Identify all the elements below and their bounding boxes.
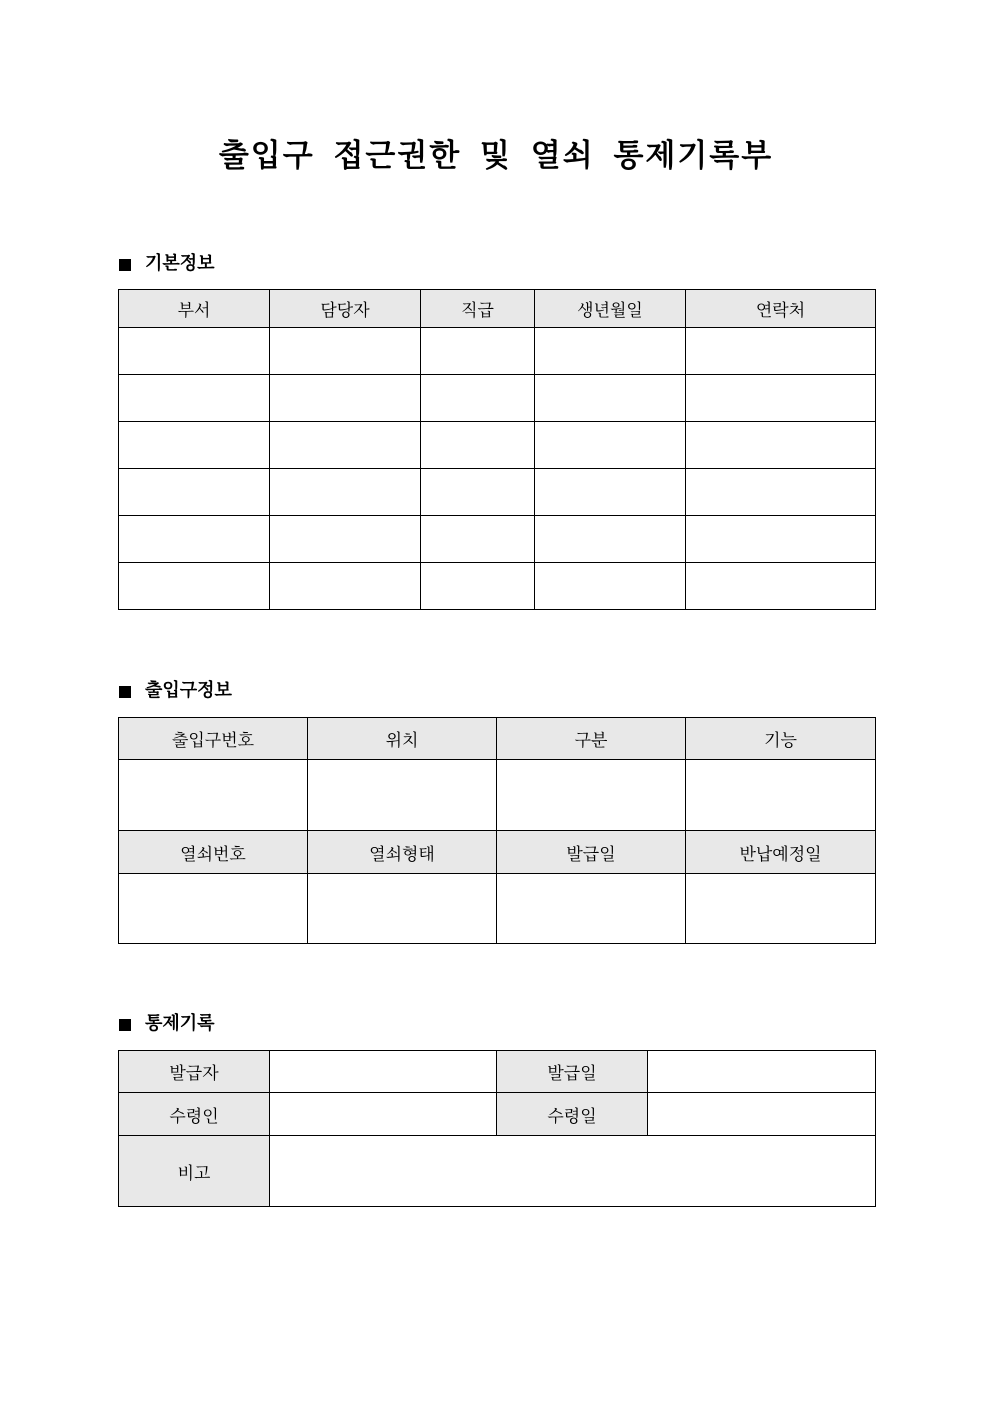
square-bullet-icon [119,686,131,698]
table-row [119,563,876,610]
basic-info-table [118,289,876,610]
header-issue-date: 발급일 [497,831,686,874]
header-key-number: 열쇠번호 [119,831,308,874]
header-birthdate: 생년월일 [535,290,686,328]
table-cell[interactable] [421,516,535,563]
table-cell[interactable] [119,328,270,375]
table-cell[interactable] [119,516,270,563]
table-cell[interactable] [119,760,308,831]
table-cell[interactable] [119,563,270,610]
table-row [119,1136,876,1207]
entrance-info-table [118,717,876,944]
square-bullet-icon [119,259,131,271]
receiver-field[interactable] [270,1093,497,1136]
issue-date-field[interactable] [648,1051,876,1093]
table-header-row [119,718,876,760]
section-heading-entrance-info [119,679,232,703]
table-cell[interactable] [497,874,686,944]
table-cell[interactable] [270,469,421,516]
label-remarks: 비고 [119,1136,270,1207]
table-cell[interactable] [270,516,421,563]
table-row [119,516,876,563]
table-cell[interactable] [686,328,876,375]
table-row [119,469,876,516]
table-row [119,422,876,469]
receive-date-field[interactable] [648,1093,876,1136]
section-heading-label: 출입구정보 [145,680,232,701]
header-person-in-charge: 담당자 [270,290,421,328]
header-entrance-number: 출입구번호 [119,718,308,760]
table-cell[interactable] [421,563,535,610]
table-cell[interactable] [421,375,535,422]
table-cell[interactable] [421,422,535,469]
table-cell[interactable] [535,375,686,422]
section-heading-basic-info [119,252,215,276]
table-cell[interactable] [308,874,497,944]
table-cell[interactable] [535,422,686,469]
header-key-type: 열쇠형태 [308,831,497,874]
table-cell[interactable] [686,516,876,563]
table-header-row [119,290,876,328]
table-cell[interactable] [686,563,876,610]
label-receive-date: 수령일 [497,1093,648,1136]
label-issue-date: 발급일 [497,1051,648,1093]
header-contact: 연락처 [686,290,876,328]
issuer-field[interactable] [270,1051,497,1093]
table-cell[interactable] [270,328,421,375]
table-cell[interactable] [119,469,270,516]
table-cell[interactable] [119,375,270,422]
table-cell[interactable] [308,760,497,831]
table-cell[interactable] [686,760,876,831]
table-cell[interactable] [270,563,421,610]
header-function: 기능 [686,718,876,760]
table-row [119,1051,876,1093]
page-title: 출입구 접근권한 및 열쇠 통제기록부 [218,138,774,174]
table-cell[interactable] [119,422,270,469]
table-cell[interactable] [270,375,421,422]
header-department: 부서 [119,290,270,328]
table-cell[interactable] [497,760,686,831]
table-row [119,328,876,375]
table-header-row [119,831,876,874]
table-cell[interactable] [535,516,686,563]
table-row [119,760,876,831]
table-cell[interactable] [119,874,308,944]
control-record-table [118,1050,876,1207]
section-heading-control-record [119,1012,215,1036]
remarks-field[interactable] [270,1136,876,1207]
square-bullet-icon [119,1019,131,1031]
table-cell[interactable] [686,469,876,516]
table-cell[interactable] [421,328,535,375]
header-return-date: 반납예정일 [686,831,876,874]
table-cell[interactable] [535,469,686,516]
table-cell[interactable] [686,422,876,469]
table-row [119,1093,876,1136]
table-cell[interactable] [421,469,535,516]
label-receiver: 수령인 [119,1093,270,1136]
table-cell[interactable] [535,563,686,610]
table-cell[interactable] [686,375,876,422]
table-row [119,874,876,944]
table-row [119,375,876,422]
header-category: 구분 [497,718,686,760]
header-position: 직급 [421,290,535,328]
table-cell[interactable] [535,328,686,375]
label-issuer: 발급자 [119,1051,270,1093]
table-cell[interactable] [270,422,421,469]
table-cell[interactable] [686,874,876,944]
header-location: 위치 [308,718,497,760]
section-heading-label: 기본정보 [145,253,215,274]
section-heading-label: 통제기록 [145,1013,215,1034]
